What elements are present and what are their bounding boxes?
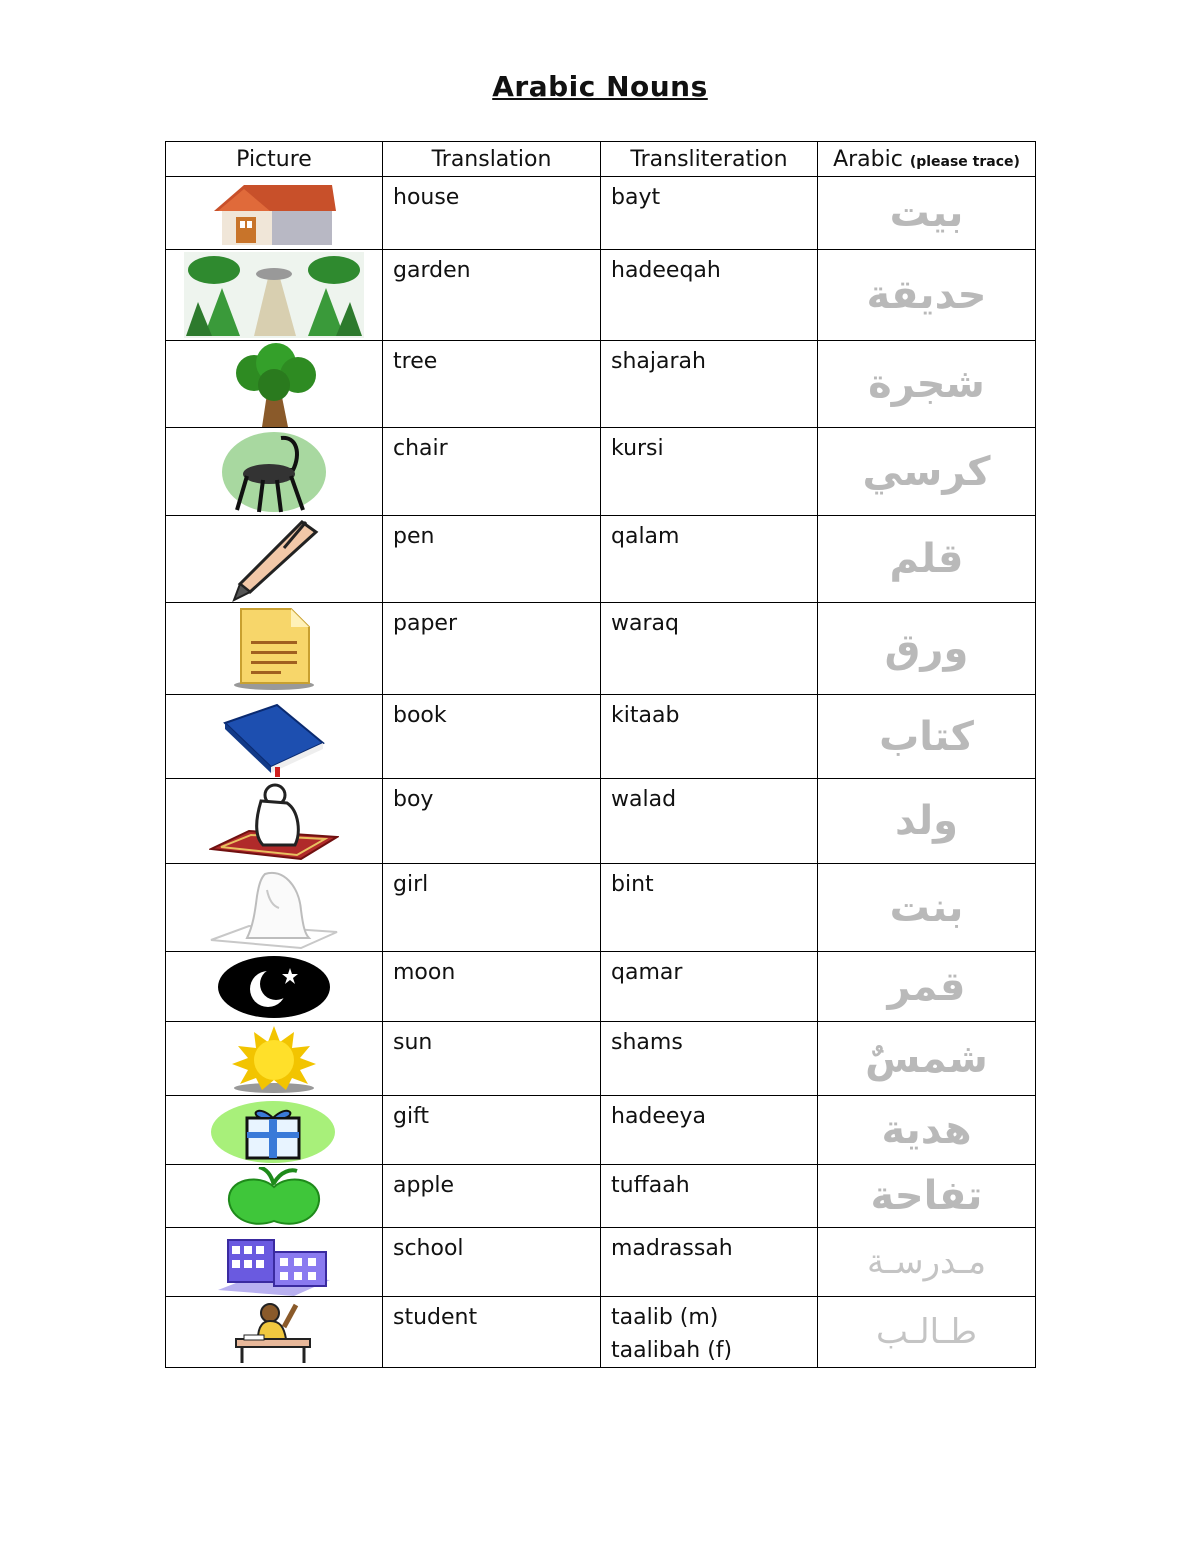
arabic-trace-cell: طـالـب bbox=[818, 1297, 1036, 1368]
table-row bbox=[166, 603, 1036, 695]
arabic-trace-cell: كرسي bbox=[818, 428, 1036, 516]
picture-cell bbox=[166, 1297, 383, 1368]
transliteration-cell: qalam bbox=[601, 516, 818, 603]
picture-cell bbox=[166, 1165, 383, 1228]
transliteration-cell: kursi bbox=[601, 428, 818, 516]
table-row bbox=[166, 1022, 1036, 1096]
picture-cell bbox=[166, 695, 383, 779]
picture-cell bbox=[166, 779, 383, 864]
boy-praying-icon bbox=[209, 781, 339, 861]
sun-icon bbox=[224, 1024, 324, 1094]
picture-cell bbox=[166, 864, 383, 952]
translation-cell: chair bbox=[383, 428, 601, 516]
transliteration-cell: tuffaah bbox=[601, 1165, 818, 1228]
header-transliteration: Transliteration bbox=[601, 142, 818, 177]
picture-cell bbox=[166, 952, 383, 1022]
gift-icon bbox=[209, 1098, 339, 1164]
header-arabic-note: (please trace) bbox=[909, 153, 1020, 170]
transliteration-cell: qamar bbox=[601, 952, 818, 1022]
translation-cell: gift bbox=[383, 1096, 601, 1165]
translation-cell: apple bbox=[383, 1165, 601, 1228]
arabic-trace-cell: تفاحة bbox=[818, 1165, 1036, 1228]
arabic-trace-cell: ولد bbox=[818, 779, 1036, 864]
transliteration-cell: waraq bbox=[601, 603, 818, 695]
arabic-trace-cell: كتاب bbox=[818, 695, 1036, 779]
arabic-trace-cell: شمسٌ bbox=[818, 1022, 1036, 1096]
translation-cell: moon bbox=[383, 952, 601, 1022]
moon-icon bbox=[214, 954, 334, 1020]
picture-cell bbox=[166, 603, 383, 695]
tree-icon bbox=[224, 343, 324, 427]
arabic-trace-cell: قمر bbox=[818, 952, 1036, 1022]
table-row bbox=[166, 695, 1036, 779]
translation-cell: tree bbox=[383, 341, 601, 428]
translation-cell: sun bbox=[383, 1022, 601, 1096]
paper-icon bbox=[229, 605, 319, 691]
transliteration-cell bbox=[601, 1297, 818, 1368]
table-row bbox=[166, 1228, 1036, 1297]
picture-cell bbox=[166, 428, 383, 516]
translation-cell: school bbox=[383, 1228, 601, 1297]
table-row bbox=[166, 1096, 1036, 1165]
picture-cell bbox=[166, 1022, 383, 1096]
table-row bbox=[166, 250, 1036, 341]
table-row bbox=[166, 952, 1036, 1022]
table-row bbox=[166, 864, 1036, 952]
table-row bbox=[166, 779, 1036, 864]
pen-icon bbox=[224, 518, 324, 602]
transliteration-cell: kitaab bbox=[601, 695, 818, 779]
transliteration-cell: walad bbox=[601, 779, 818, 864]
nouns-table bbox=[165, 141, 1036, 1368]
header-arabic bbox=[818, 142, 1036, 177]
transliteration-cell: shajarah bbox=[601, 341, 818, 428]
girl-praying-icon bbox=[209, 866, 339, 950]
arabic-trace-cell: حديقة bbox=[818, 250, 1036, 341]
transliteration-cell: shams bbox=[601, 1022, 818, 1096]
arabic-trace-cell: بنت bbox=[818, 864, 1036, 952]
student-icon bbox=[224, 1299, 324, 1365]
translation-cell: book bbox=[383, 695, 601, 779]
table-header-row bbox=[166, 142, 1036, 177]
transliteration-cell: hadeeya bbox=[601, 1096, 818, 1165]
table-row bbox=[166, 177, 1036, 250]
page-title: Arabic Nouns bbox=[492, 70, 708, 103]
transliteration-cell: bint bbox=[601, 864, 818, 952]
translation-cell: pen bbox=[383, 516, 601, 603]
book-icon bbox=[219, 697, 329, 777]
translation-cell: garden bbox=[383, 250, 601, 341]
school-icon bbox=[214, 1230, 334, 1296]
picture-cell bbox=[166, 1096, 383, 1165]
transliteration-cell: hadeeqah bbox=[601, 250, 818, 341]
arabic-trace-cell: هدية bbox=[818, 1096, 1036, 1165]
header-arabic-label: Arabic bbox=[833, 146, 903, 172]
arabic-trace-cell: شجرة bbox=[818, 341, 1036, 428]
translation-cell: paper bbox=[383, 603, 601, 695]
picture-cell bbox=[166, 341, 383, 428]
picture-cell bbox=[166, 1228, 383, 1297]
header-picture: Picture bbox=[166, 142, 383, 177]
transliteration-masculine: taalib (m) bbox=[611, 1305, 719, 1330]
picture-cell bbox=[166, 516, 383, 603]
table-row bbox=[166, 341, 1036, 428]
translation-cell: house bbox=[383, 177, 601, 250]
arabic-trace-cell: بيت bbox=[818, 177, 1036, 250]
translation-cell: boy bbox=[383, 779, 601, 864]
arabic-trace-cell: قلم bbox=[818, 516, 1036, 603]
apple-icon bbox=[219, 1167, 329, 1227]
header-translation: Translation bbox=[383, 142, 601, 177]
picture-cell bbox=[166, 177, 383, 250]
transliteration-feminine: taalibah (f) bbox=[611, 1338, 733, 1363]
picture-cell bbox=[166, 250, 383, 341]
garden-icon bbox=[184, 252, 364, 338]
table-row bbox=[166, 428, 1036, 516]
table-row bbox=[166, 1165, 1036, 1228]
arabic-trace-cell: ورق bbox=[818, 603, 1036, 695]
chair-icon bbox=[219, 430, 329, 514]
transliteration-cell: bayt bbox=[601, 177, 818, 250]
table-row bbox=[166, 1297, 1036, 1368]
house-icon bbox=[204, 179, 344, 247]
translation-cell: girl bbox=[383, 864, 601, 952]
translation-cell: student bbox=[383, 1297, 601, 1368]
table-row bbox=[166, 516, 1036, 603]
transliteration-cell: madrassah bbox=[601, 1228, 818, 1297]
arabic-trace-cell: مـدرسـة bbox=[818, 1228, 1036, 1297]
